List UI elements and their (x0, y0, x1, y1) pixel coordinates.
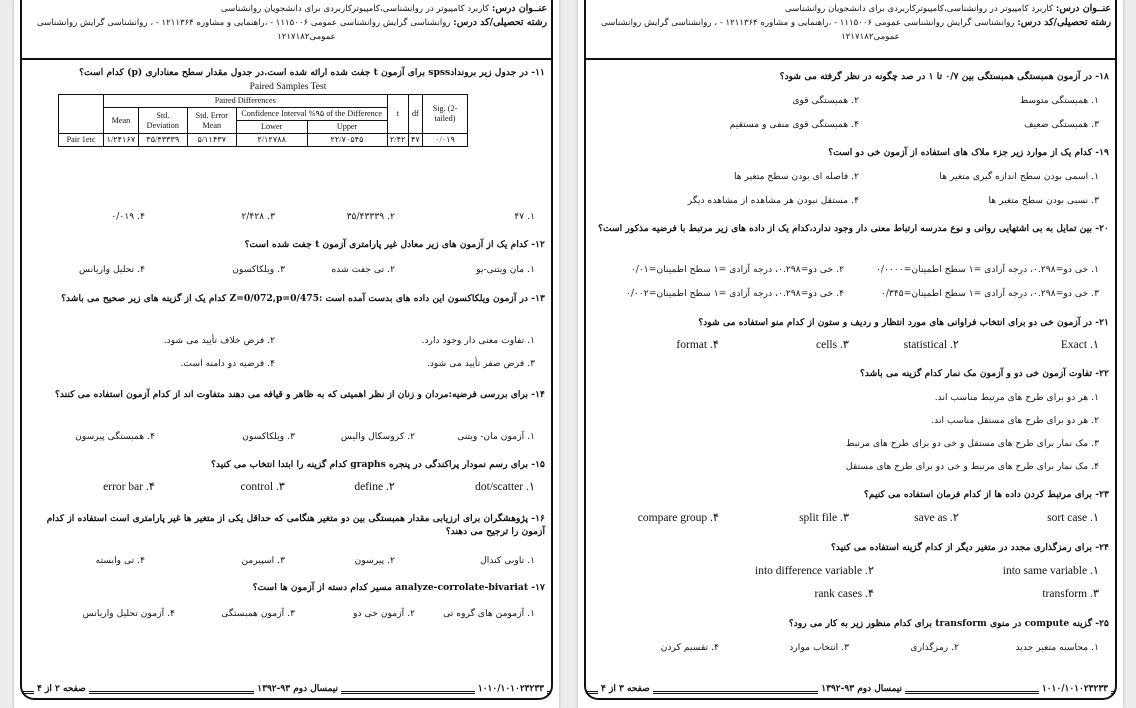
df-header: df (408, 95, 422, 134)
options-q20-row1 (592, 263, 1109, 277)
table-cell: ۲/۱۲۷۸۸ (236, 134, 307, 147)
footer-page-number: صفحه ۲ از ۴ (34, 684, 89, 694)
table-cell: ۲۲/۷۰۵۴۵ (307, 134, 387, 147)
option[interactable]: ۱. محاسبه متغیر جدید (1015, 642, 1099, 653)
options-q12 (28, 263, 545, 277)
option[interactable]: rank cases .۴ (814, 588, 874, 600)
page-footer (22, 684, 551, 698)
option[interactable]: ۴. همبستگی پیرسون (75, 431, 155, 442)
question-24: ۲۴- برای رمزگذاری مجدد در متغیر دیگر از کدام گزینه استفاده می کنید؟ (831, 542, 1109, 553)
course-label: عنــوان درس: (1055, 3, 1111, 14)
sig-header: Sig. (2-tailed) (423, 95, 468, 134)
question-17: ۱۷- analyze-corrolate-bivariat مسیر کدام دسته از آزمون ها است؟ (252, 582, 545, 593)
option[interactable]: statistical .۲ (903, 339, 959, 351)
option[interactable]: ۱. ۴۷ (514, 211, 535, 222)
options-q24-row2 (592, 588, 1109, 602)
option[interactable]: ۱. خی دو=۰.۲۹۸، درجه آزادی =۱ سطح اطمینان=۰/۰۰۰۰ (875, 264, 1099, 275)
mean-header: Mean (104, 108, 139, 134)
option[interactable]: ۴. خی دو=۰.۲۹۸، درجه آزادی =۱ سطح اطمینان=۰/۰۰۲ (625, 288, 844, 299)
option[interactable]: ۴. مستقل نبودن هر مشاهده از مشاهده دیگر (687, 195, 859, 206)
option-q22-3 (592, 437, 1109, 451)
option[interactable]: ۳. همبستگی ضعیف (1024, 119, 1099, 130)
option[interactable]: ۱. مان ویتنی-یو (476, 264, 535, 275)
table-cell: ۵/۱۱۴۳۷ (187, 134, 236, 147)
options-q11 (28, 210, 545, 224)
option[interactable]: ۲. هر دو برای طرح های مستقل مناسب اند. (931, 415, 1099, 426)
option[interactable]: transform .۳ (1042, 588, 1099, 600)
options-q25 (592, 641, 1109, 655)
option[interactable]: ۴. آزمون تحلیل واریانس (82, 608, 175, 619)
page-header (584, 0, 1117, 56)
options-q17 (28, 607, 545, 621)
options-q18-row2 (592, 118, 1109, 132)
option[interactable]: error bar .۴ (103, 481, 155, 493)
option[interactable]: ۲. خی دو=۰.۲۹۸، درجه آزادی =۱ سطح اطمینان=۰/۰۱ (630, 264, 844, 275)
option[interactable]: ۳. ویلکاکسون (242, 431, 295, 442)
lower-header: Lower (236, 121, 307, 134)
question-11: ۱۱- در جدول زیر بروندادspss برای آزمون t جفت شده ارائه شده است.در جدول مقدار سطح معناداری (p) کدام است؟ (79, 67, 545, 78)
option[interactable]: ۲. فاصله ای بودن سطح متغیر ها (733, 171, 859, 182)
options-q15 (28, 481, 545, 495)
question-23: ۲۳- برای مرتبط کردن داده ها از کدام فرمان استفاده می کنیم؟ (864, 489, 1109, 500)
option[interactable]: ۴. تی وابسته (95, 555, 145, 566)
option[interactable]: into same variable .۱ (1002, 565, 1099, 577)
table-cell: ۳۵/۴۳۳۳۹ (138, 134, 187, 147)
option[interactable]: save as .۲ (914, 512, 959, 524)
option[interactable]: ۱. آزمون مان- ویتنی (457, 431, 535, 442)
question-21: ۲۱- در آزمون خی دو برای انتخاب فراوانی های مورد انتظار و ردیف و ستون از کدام منو استفاده می شود؟ (698, 317, 1109, 328)
option[interactable]: ۴. همبستگی قوی منفی و مستقیم (729, 119, 859, 130)
option[interactable]: ۲. رمزگذاری (910, 642, 959, 653)
option[interactable]: format .۴ (676, 339, 719, 351)
page-footer (586, 684, 1115, 698)
question-15: ۱۵- برای رسم نمودار پراکندگی در پنجره graphs کدام گزینه را ابتدا انتخاب می کنید؟ (211, 459, 545, 470)
option[interactable]: ۲. آزمون خی دو (353, 608, 415, 619)
option-q22-4 (592, 460, 1109, 474)
options-q19-row2 (592, 194, 1109, 208)
option[interactable]: sort case .۱ (1047, 512, 1099, 524)
course-value: کاربرد کامپیوتر در روانشناسی،کامپیوترکاربردی برای دانشجویان روانشناسی (221, 4, 490, 14)
option[interactable]: ۱. تفاوت معنی دار وجود دارد. (421, 335, 535, 346)
footer-page-number: صفحه ۳ از ۴ (598, 684, 653, 694)
option[interactable]: ۱. همبستگی متوسط (1019, 95, 1099, 106)
questions-right (592, 64, 1109, 674)
course-label: عنــوان درس: (491, 3, 547, 14)
header-divider (584, 58, 1117, 60)
option[interactable]: ۳. اسپیرمن (241, 555, 285, 566)
option[interactable]: compare group .۴ (637, 512, 719, 524)
question-13: ۱۳- در آزمون ویلکاکسون این داده های بدست آمده است :Z=0/072,p=0/475 کدام یک از گزینه های زیر صحیح می باشد؟ (61, 293, 545, 304)
footer-code: ۱۰۱۰/۱۰۱۰۲۳۲۳۳ (475, 684, 547, 694)
option[interactable]: ۳. ۲/۴۲۸ (241, 211, 275, 222)
spss-paired-table (58, 94, 468, 147)
question-20: ۲۰- بین تمایل به بی اشتهایی روانی و نوع مدرسه ارتباط معنی دار وجود ندارد،کدام یک از داده های زیر مرتبط با فرضیه مذکور است؟ (598, 223, 1109, 234)
option[interactable]: ۳. فرض صفر تأیید می شود. (426, 358, 535, 369)
options-q19-row1 (592, 170, 1109, 184)
table-cell: ۱/۲۴۱۶۷ (104, 134, 139, 147)
question-19: ۱۹- کدام یک از موارد زیر جزء ملاک های استفاده از آزمون خی دو است؟ (828, 147, 1109, 158)
row-header-blank (59, 95, 104, 134)
header-divider (20, 58, 553, 60)
option[interactable]: ۱. اسمی بودن سطح اندازه گیری متغیر ها (939, 171, 1099, 182)
options-q20-row2 (592, 287, 1109, 301)
option[interactable]: ۳. انتخاب موارد (789, 642, 849, 653)
option[interactable]: ۳. ویلکاکسون (232, 264, 285, 275)
options-q21 (592, 339, 1109, 353)
field-label: رشته تحصیلی/کد درس: (453, 17, 547, 28)
option-q22-1 (592, 391, 1109, 405)
options-q14 (28, 430, 545, 444)
option[interactable]: dot/scatter .۱ (475, 481, 535, 493)
option[interactable]: ۱. آزمومن های گروه تی (443, 608, 535, 619)
exam-page-2 (14, 0, 559, 708)
option[interactable]: ۳. نسبی بودن سطح متغیر ها (988, 195, 1099, 206)
option[interactable]: split file .۳ (799, 512, 849, 524)
option[interactable]: ۳. آزمون همبستگی (221, 608, 295, 619)
paired-differences-header: Paired Differences (104, 95, 388, 108)
option[interactable]: Exact .۱ (1060, 339, 1099, 351)
page-header (20, 0, 553, 56)
field-label: رشته تحصیلی/کد درس: (1017, 17, 1111, 28)
option[interactable]: ۲. پیرسون (354, 555, 395, 566)
options-q13-row2 (28, 357, 545, 371)
footer-term: نیمسال دوم ۹۳-۱۳۹۲ (818, 684, 905, 694)
upper-header: Upper (307, 121, 387, 134)
spss-table-title: Paired Samples Test (249, 82, 327, 92)
question-25: ۲۵- گزینه compute در منوی transform برای کدام منظور زیر به کار می رود؟ (788, 618, 1109, 629)
sem-header: Std. Error Mean (187, 108, 236, 134)
std-header: Std. Deviation (138, 108, 187, 134)
option[interactable]: cells .۳ (815, 339, 849, 351)
options-q13-row1 (28, 334, 545, 348)
table-cell: ۲/۴۲ (387, 134, 408, 147)
option-q22-2 (592, 414, 1109, 428)
table-cell: ۰/۰۱۹ (423, 134, 468, 147)
question-14: ۱۴- برای بررسی فرضیه:مردان و زنان از نظر اهمیتی که به ظاهر و قیافه می دهند متفاوت اند از کدام آزمون استفاده می کنند؟ (54, 389, 545, 400)
question-22: ۲۲- تفاوت آزمون خی دو و آزمون مک نمار کدام گزینه می باشد؟ (860, 368, 1109, 379)
t-header: t (387, 95, 408, 134)
field-value: روانشناسی گرایش روانشناسی عمومی ۱۱۱۵۰۰۶ - ،راهنمایی و مشاوره ۱۲۱۱۳۶۴ - ، روانشناسی گرایش روانشناسی (36, 18, 451, 28)
options-q16 (28, 554, 545, 568)
table-cell: Pair 1etc (59, 134, 104, 147)
option[interactable]: control .۳ (240, 481, 285, 493)
question-16: ۱۶- پژوهشگران برای ارزیابی مقدار همبستگی بین دو متغیر هنگامی که حداقل یکی از متغیر ها غیر پارامتری است استفاده از کدام آزمون را ترجیح می دهند؟ (46, 513, 545, 537)
field-value: روانشناسی گرایش روانشناسی عمومی ۱۱۱۵۰۰۶ - ،راهنمایی و مشاوره ۱۲۱۱۳۶۴ - ، روانشناسی گرایش روانشناسی (600, 18, 1015, 28)
options-q18-row1 (592, 94, 1109, 108)
option[interactable]: ۱. هر دو برای طرح های مرتبط مناسب اند. (934, 392, 1099, 403)
option[interactable]: ۲. کروسکال والیس (340, 431, 415, 442)
option[interactable]: ۳. خی دو=۰.۲۹۸، درجه آزادی =۱ سطح اطمینان=۰/۳۴۵ (880, 288, 1099, 299)
option[interactable]: ۲. فرض خلاف تأیید می شود. (163, 335, 275, 346)
question-12: ۱۲- کدام یک از آزمون های زیر معادل غیر پارامتری آزمون t جفت شده است؟ (244, 239, 545, 250)
options-q23 (592, 512, 1109, 526)
field-value-2: عمومی۱۲۱۷۱۸۲ (277, 32, 336, 42)
footer-code: ۱۰۱۰/۱۰۱۰۲۳۲۳۳ (1039, 684, 1111, 694)
option[interactable]: ۱. تاوبی کندال (480, 555, 535, 566)
exam-page-3 (578, 0, 1123, 708)
options-q24-row1 (592, 565, 1109, 579)
ci-header: Confidence Interval %۹۵ of the Difference (236, 108, 387, 121)
table-cell: ۴۷ (408, 134, 422, 147)
option[interactable]: ۲. تی جفت شده (331, 264, 395, 275)
option[interactable]: ۴. تحلیل واریانس (78, 264, 145, 275)
option[interactable]: ۲. ۳۵/۴۳۳۳۹ (346, 211, 395, 222)
option[interactable]: ۴. ۰/۰۱۹ (111, 211, 145, 222)
question-18: ۱۸- در آزمون همبستگی همبستگی بین ۰/۷ تا ۱ در صد چگونه در نظر گرفته می شود؟ (779, 71, 1109, 82)
option[interactable]: define .۲ (354, 481, 395, 493)
footer-term: نیمسال دوم ۹۳-۱۳۹۲ (254, 684, 341, 694)
option[interactable]: into difference variable .۲ (755, 565, 874, 577)
option[interactable]: ۴. فرضیه دو دامنه است. (180, 358, 275, 369)
option[interactable]: ۲. همبستگی قوی (792, 95, 859, 106)
questions-left (28, 64, 545, 674)
course-value: کاربرد کامپیوتر در روانشناسی،کامپیوترکاربردی برای دانشجویان روانشناسی (785, 4, 1054, 14)
option[interactable]: ۴. مک نمار برای طرح های مرتبط و خی دو برای طرح های مستقل (846, 461, 1099, 472)
option[interactable]: ۳. مک نمار برای طرح های مستقل و خی دو برای طرح های مرتبط (846, 438, 1099, 449)
option[interactable]: ۴. تقسیم کردن (660, 642, 719, 653)
field-value-2: عمومی۱۲۱۷۱۸۲ (841, 32, 900, 42)
